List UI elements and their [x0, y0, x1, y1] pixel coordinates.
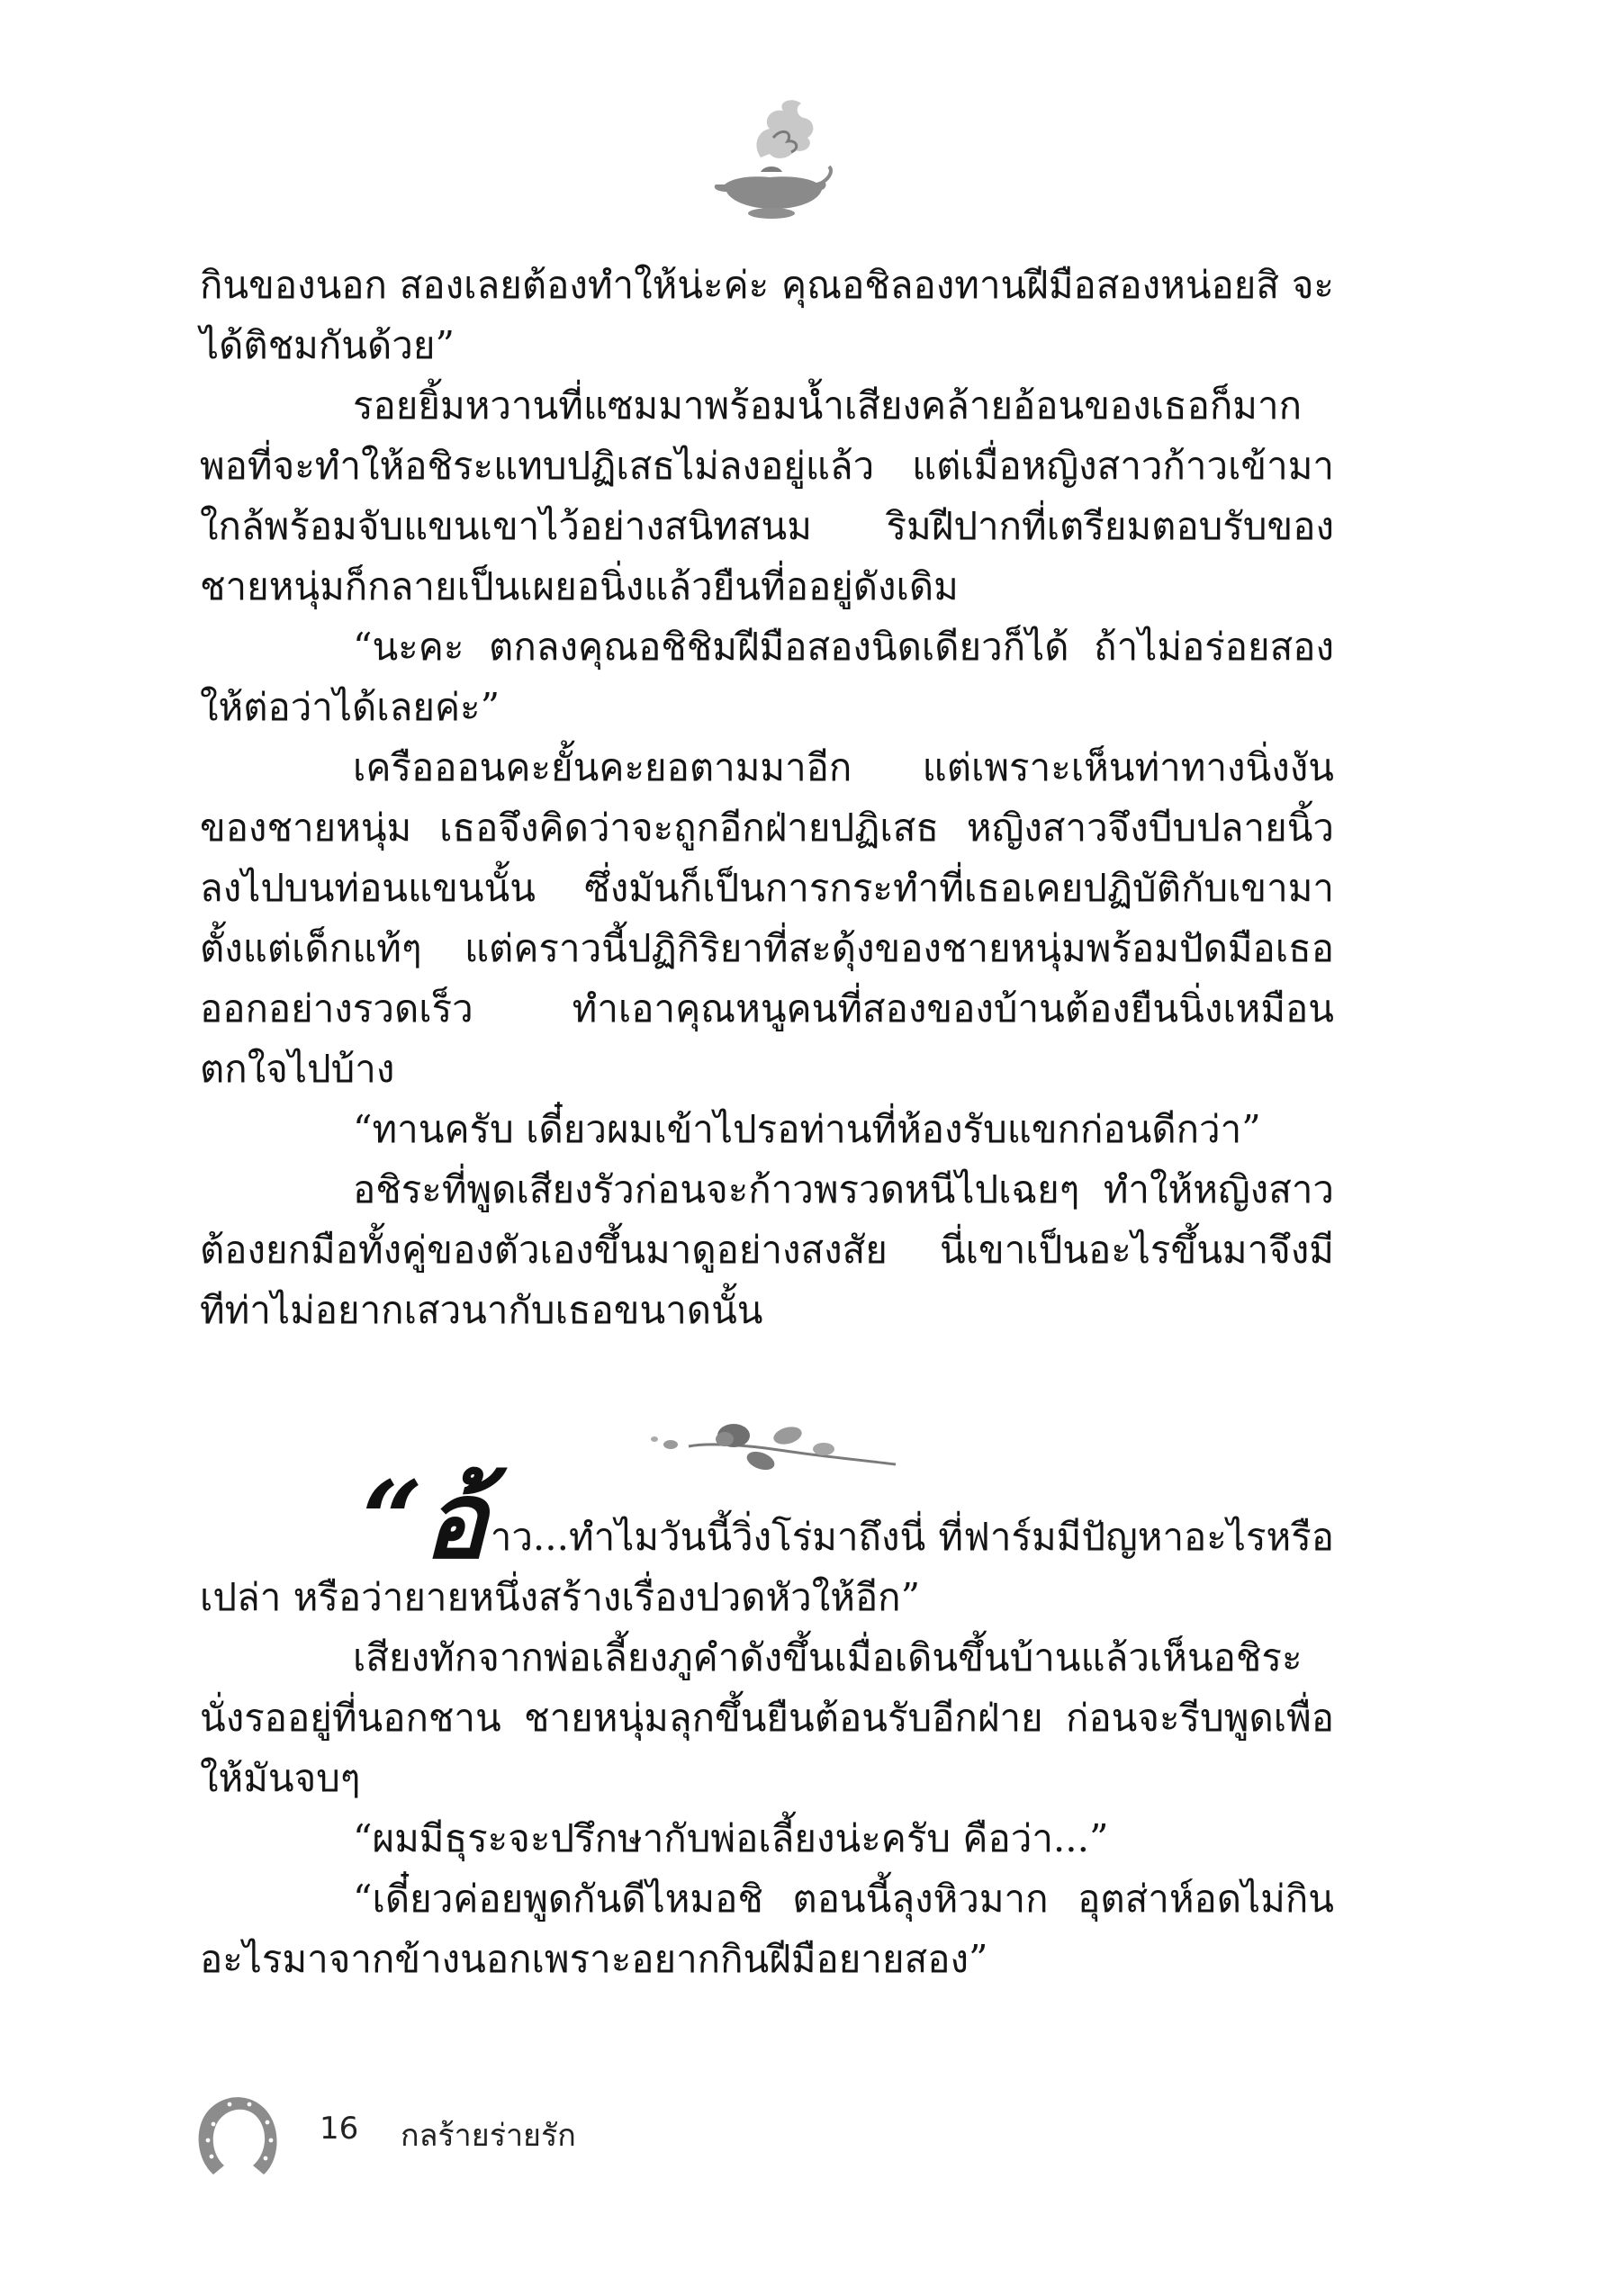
drop-cap: “อ้ [362, 1457, 487, 1582]
paragraph: รอยยิ้มหวานที่แซมมาพร้อมน้ำเสียงคล้ายอ้อนของเธอก็มากพอที่จะทำให้อชิระแทบปฏิเสธไม่ลงอยู่แล้ว แต่เมื่อหญิงสาวก้าวเข้ามาใกล้พร้อมจับแขนเขาไว้อย่างสนิทสนม ริมฝีปากที่เตรียมตอบรับของชายหนุ่มก็กลายเป็นเผยอนิ่งแล้วยืนที่ออยู่ดังเดิม [200, 383, 1334, 608]
magic-lamp-icon [707, 95, 833, 230]
horseshoe-icon [194, 2088, 284, 2187]
paragraph: เครือออนคะยั้นคะยอตามมาอีก แต่เพราะเห็นท่าทางนิ่งงันของชายหนุ่ม เธอจึงคิดว่าจะถูกอีกฝ่ายปฏิเสธ หญิงสาวจึงบีบปลายนิ้วลงไปบนท่อนแขนนั้น ซึ่งมันก็เป็นการกระทำที่เธอเคยปฏิบัติกับเขามาตั้งแต่เด็กแท้ๆ แต่คราวนี้ปฏิกิริยาที่สะดุ้งของชายหนุ่มพร้อมปัดมือเธอออกอย่างรวดเร็ว ทำเอาคุณหนูคนที่สองของบ้านต้องยืนนิ่งเหมือนตกใจไปบ้าง [200, 745, 1334, 1091]
rose-icon [635, 1409, 905, 1481]
page-number: 16 [320, 2111, 359, 2147]
text-section-2 [200, 1457, 1334, 1989]
page-footer [194, 2088, 734, 2187]
opening-paragraph [200, 1457, 1334, 1627]
text-section-1 [200, 255, 1334, 1340]
paragraph: “เดี๋ยวค่อยพูดกันดีไหมอชิ ตอนนี้ลุงหิวมาก อุตส่าห์อดไม่กินอะไรมาจากข้างนอกเพราะอยากกินฝีมือยายสอง” [200, 1877, 1334, 1981]
book-title: กลร้ายร่ายรัก [401, 2118, 576, 2154]
paragraph: เสียงทักจากพ่อเลี้ยงภูคำดังขึ้นเมื่อเดินขึ้นบ้านแล้วเห็นอชิระนั่งรออยู่ที่นอกชาน ชายหนุ่มลุกขึ้นยืนต้อนรับอีกฝ่าย ก่อนจะรีบพูดเพื่อให้มันจบๆ [200, 1635, 1334, 1800]
opening-text: าว...ทำไมวันนี้วิ่งโร่มาถึงนี่ ที่ฟาร์มมีปัญหาอะไรหรือเปล่า หรือว่ายายหนึ่งสร้างเรื่องปวดหัวให้อีก” [200, 1515, 1334, 1619]
paragraph: กินของนอก สองเลยต้องทำให้น่ะค่ะ คุณอชิลองทานฝีมือสองหน่อยสิ จะได้ติชมกันด้วย” [200, 263, 1334, 367]
paragraph: “ผมมีธุระจะปรึกษากับพ่อเลี้ยงน่ะครับ คือว่า...” [353, 1816, 1109, 1860]
paragraph: “ทานครับ เดี๋ยวผมเข้าไปรอท่านที่ห้องรับแขกก่อนดีกว่า” [353, 1107, 1261, 1151]
paragraph: อชิระที่พูดเสียงรัวก่อนจะก้าวพรวดหนีไปเฉยๆ ทำให้หญิงสาวต้องยกมือทั้งคู่ของตัวเองขึ้นมาดูอย่างสงสัย นี่เขาเป็นอะไรขึ้นมาจึงมีทีท่าไม่อยากเสวนากับเธอขนาดนั้น [200, 1167, 1334, 1332]
paragraph: “นะคะ ตกลงคุณอชิชิมฝีมือสองนิดเดียวก็ได้ ถ้าไม่อร่อยสองให้ต่อว่าได้เลยค่ะ” [200, 625, 1334, 729]
